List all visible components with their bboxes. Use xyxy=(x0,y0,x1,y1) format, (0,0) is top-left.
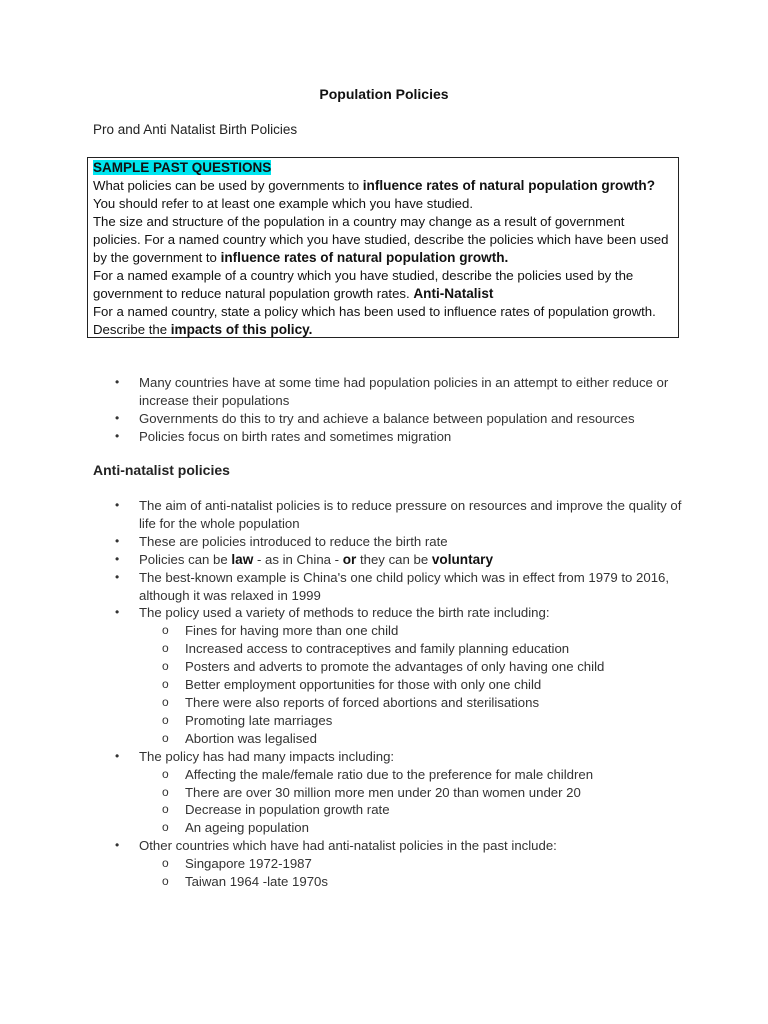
list-item-text: These are policies introduced to reduce the birth rate xyxy=(139,533,448,549)
sub-bullet-icon: o xyxy=(162,766,169,781)
sub-list-item xyxy=(0,622,768,640)
question-3 xyxy=(93,267,673,303)
sub-list-item xyxy=(0,766,768,784)
sub-bullet-icon: o xyxy=(162,623,169,638)
sub-list-item xyxy=(0,712,768,730)
list-item xyxy=(0,604,768,622)
list-item-text: Other countries which have had anti-natalist policies in the past include: xyxy=(139,838,557,854)
question-4 xyxy=(93,303,673,339)
bullet-icon: • xyxy=(115,551,120,566)
sub-list-item xyxy=(0,658,768,676)
sub-list-item-text: Posters and adverts to promote the advantages of only having one child xyxy=(185,659,605,675)
question-2-bold: influence rates of natural population growth. xyxy=(220,250,509,265)
list-item xyxy=(0,410,768,428)
question-3-text: For a named example of a country which you have studied, describe the policies used by the government to reduce natural population growth rates. xyxy=(93,268,634,301)
sub-list-item-text: Affecting the male/female ratio due to the preference for male children xyxy=(185,766,594,782)
sub-bullet-icon: o xyxy=(162,874,169,889)
sub-list-item-text: An ageing population xyxy=(185,820,309,836)
list-item xyxy=(0,551,768,569)
page-subtitle: Pro and Anti Natalist Birth Policies xyxy=(93,122,298,137)
intro-bullet-list xyxy=(0,374,768,446)
list-item-text: Policies focus on birth rates and sometimes migration xyxy=(139,428,452,444)
bullet-icon: • xyxy=(115,569,120,584)
bullet-icon: • xyxy=(115,498,120,512)
question-2-text: The size and structure of the population in a country may change as a result of government policies. For a named country which you have studied, describe the policies which have been used by the government to xyxy=(93,214,669,265)
list-item-text: Many countries have at some time had population policies in an attempt to either reduce or increase their populations xyxy=(139,375,669,408)
list-item-text: The aim of anti-natalist policies is to reduce pressure on resources and improve the quality of life for the whole population xyxy=(139,498,682,531)
sub-list-item xyxy=(0,694,768,712)
sub-bullet-icon: o xyxy=(162,694,169,709)
list-item xyxy=(0,533,768,551)
sub-list-item xyxy=(0,676,768,694)
sub-list-item-text: There are over 30 million more men under 20 than women under 20 xyxy=(185,784,581,800)
sub-bullet-icon: o xyxy=(162,820,169,835)
page-title: Population Policies xyxy=(319,86,449,102)
list-item xyxy=(0,374,768,410)
bold-law: law xyxy=(231,551,254,567)
question-1-bold: influence rates of natural population growth? xyxy=(362,178,656,193)
bullet-icon: • xyxy=(115,838,120,853)
bullet-icon: • xyxy=(115,748,120,763)
sub-list-item-text: Better employment opportunities for those with only one child xyxy=(185,677,542,693)
bold-or: or xyxy=(342,551,357,567)
sub-list-item xyxy=(0,801,768,819)
list-item xyxy=(0,497,768,533)
sub-list-item-text: Taiwan 1964 -late 1970s xyxy=(185,874,328,890)
sub-list-item xyxy=(0,730,768,748)
bullet-icon: • xyxy=(115,375,120,389)
sub-list-item-text: There were also reports of forced abortions and sterilisations xyxy=(185,694,540,710)
sub-bullet-icon: o xyxy=(162,712,169,727)
list-item-text: The policy has had many impacts including: xyxy=(139,748,395,764)
bullet-icon: • xyxy=(115,410,120,425)
question-3-bold: Anti-Natalist xyxy=(413,286,494,301)
sub-list-item-text: Decrease in population growth rate xyxy=(185,802,390,818)
bullet-icon: • xyxy=(115,533,120,548)
sub-list-item xyxy=(0,784,768,802)
sub-list-item-text: Promoting late marriages xyxy=(185,712,333,728)
list-item-text: The policy used a variety of methods to reduce the birth rate including: xyxy=(139,605,550,621)
sub-list-item-text: Increased access to contraceptives and family planning education xyxy=(185,641,570,657)
list-item xyxy=(0,748,768,766)
sub-list-item-text: Abortion was legalised xyxy=(185,730,317,746)
list-item-text: - as in China - xyxy=(253,551,343,567)
list-item-text: they can be xyxy=(356,551,432,567)
question-2 xyxy=(93,213,673,267)
list-item xyxy=(0,837,768,855)
list-item-text: Governments do this to try and achieve a balance between population and resources xyxy=(139,410,635,426)
question-4-bold: impacts of this policy. xyxy=(170,322,313,337)
sub-list-item-text: Fines for having more than one child xyxy=(185,623,399,639)
question-1 xyxy=(93,177,673,195)
question-1-line-2: You should refer to at least one example which you have studied. xyxy=(93,196,473,211)
sample-questions-box xyxy=(87,157,679,338)
question-1-text: What policies can be used by governments to xyxy=(93,178,363,193)
questions-heading xyxy=(93,159,673,177)
list-item xyxy=(0,428,768,446)
highlighted-heading: SAMPLE PAST QUESTIONS xyxy=(93,160,272,175)
sub-list-item xyxy=(0,855,768,873)
sub-bullet-icon: o xyxy=(162,677,169,692)
sub-bullet-icon: o xyxy=(162,659,169,674)
sub-bullet-icon: o xyxy=(162,730,169,745)
list-item-text: The best-known example is China's one child policy which was in effect from 1979 to 2016, although it was relaxed in 1999 xyxy=(139,569,670,603)
sub-bullet-icon: o xyxy=(162,802,169,817)
sub-list-item xyxy=(0,640,768,658)
bullet-icon: • xyxy=(115,605,120,620)
sub-list-item-text: Singapore 1972-1987 xyxy=(185,856,312,872)
bold-voluntary: voluntary xyxy=(431,551,494,567)
sub-bullet-icon: o xyxy=(162,641,169,656)
anti-natalist-list xyxy=(0,497,768,891)
list-item-text: Policies can be xyxy=(139,551,232,567)
sub-bullet-icon: o xyxy=(162,856,169,871)
question-4-text: For a named country, state a policy which has been used to influence rates of population growth. Describe the xyxy=(93,304,656,337)
bullet-icon: • xyxy=(115,428,120,443)
section-heading-anti-natalist: Anti-natalist policies xyxy=(93,462,230,478)
sub-bullet-icon: o xyxy=(162,784,169,799)
sub-list-item xyxy=(0,819,768,837)
sub-list-item xyxy=(0,873,768,891)
list-item xyxy=(0,569,768,605)
